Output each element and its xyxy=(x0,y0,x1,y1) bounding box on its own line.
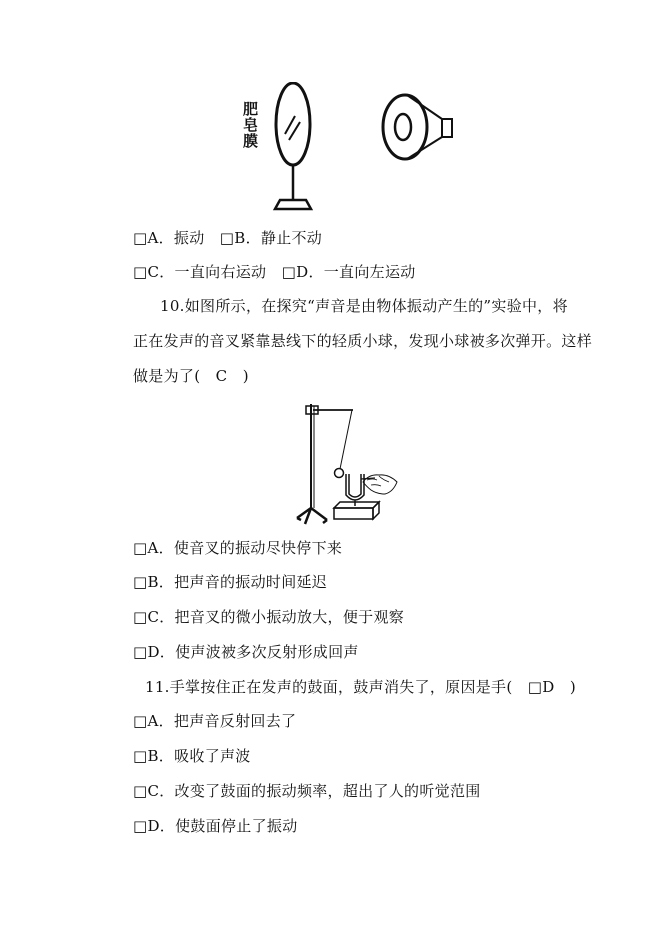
soap-film-diagram xyxy=(235,82,460,217)
q11-option-b: □B．吸收了声波 xyxy=(133,747,251,765)
soap-film-label-2: 皂 xyxy=(243,116,259,134)
q10-stem-line1: 10.如图所示，在探究“声音是由物体振动产生的”实验中，将 xyxy=(160,297,568,315)
q9-options-row2: □C．一直向右运动 □D．一直向左运动 xyxy=(133,263,416,281)
q10-stem-line2: 正在发声的音叉紧靠悬线下的轻质小球，发现小球被多次弹开。这样 xyxy=(133,332,593,350)
stand-base xyxy=(275,200,311,209)
tuning-fork-figure xyxy=(293,396,408,528)
q10-stem-line3: 做是为了( C ) xyxy=(133,367,249,385)
soap-film-label-1: 肥 xyxy=(243,100,259,118)
hand-icon xyxy=(363,475,397,494)
q9-options-row1: □A．振动 □B．静止不动 xyxy=(133,229,323,247)
q11-stem: 11.手掌按住正在发声的鼓面，鼓声消失了，原因是手( □D ) xyxy=(145,678,577,696)
q10-option-a: □A．使音叉的振动尽快停下来 xyxy=(133,539,343,557)
resonance-box-front xyxy=(334,508,373,519)
light-ball xyxy=(335,469,344,478)
stand-base xyxy=(297,508,327,524)
speaker-cone-inner xyxy=(395,114,411,140)
suspension-thread xyxy=(340,410,352,469)
speaker-magnet xyxy=(442,119,452,137)
q11-option-c: □C．改变了鼓面的振动频率，超出了人的听觉范围 xyxy=(133,782,481,800)
soap-film-figure xyxy=(235,82,460,217)
q10-option-c: □C．把音叉的微小振动放大，便于观察 xyxy=(133,608,405,626)
resonance-box-top xyxy=(334,502,379,508)
q11-option-a: □A．把声音反射回去了 xyxy=(133,712,297,730)
q11-option-d: □D．使鼓面停止了振动 xyxy=(133,817,298,835)
tuning-fork-diagram xyxy=(293,396,408,528)
soap-film-ring xyxy=(276,83,310,165)
soap-film-label-3: 膜 xyxy=(243,132,259,150)
hand-fingers xyxy=(367,476,389,486)
q10-option-d: □D．使声波被多次反射形成回声 xyxy=(133,643,359,661)
q10-option-b: □B．把声音的振动时间延迟 xyxy=(133,573,328,591)
resonance-box-side xyxy=(373,502,379,519)
